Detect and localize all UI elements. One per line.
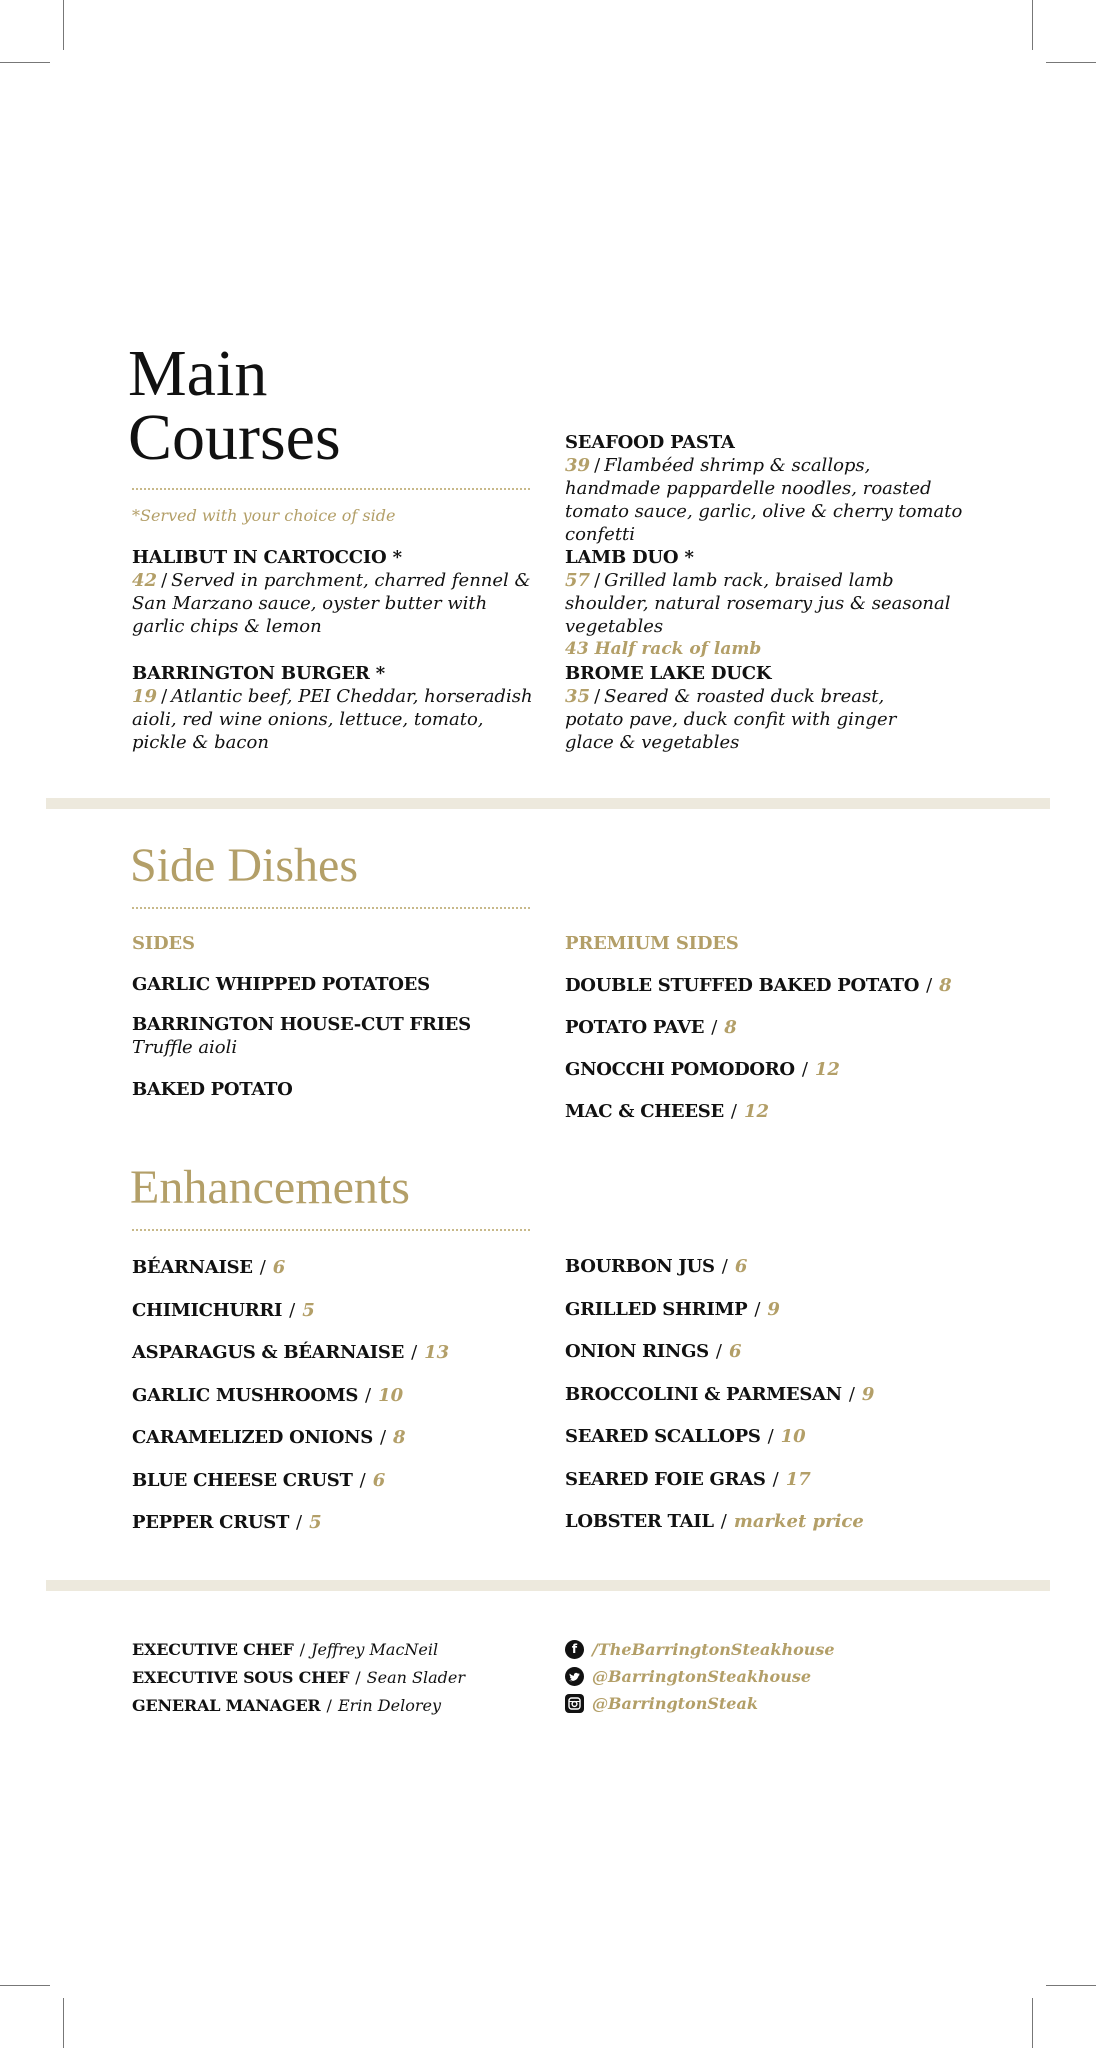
enhancements-title: Enhancements (130, 1161, 410, 1214)
item-name: SEARED FOIE GRAS (565, 1468, 766, 1490)
dish-description-text: Atlantic beef, PEI Cheddar, horseradish aioli, red wine onions, lettuce, tomato, pickle & bacon (132, 686, 533, 753)
item-name: DOUBLE STUFFED BAKED POTATO (565, 975, 920, 996)
item-name: GNOCCHI POMODORO (565, 1059, 795, 1080)
item-price: 5 (309, 1512, 322, 1533)
crop-mark (1046, 62, 1096, 63)
item-name: SEARED SCALLOPS (565, 1426, 761, 1447)
enhancement-item (565, 1255, 747, 1278)
item-name: GARLIC MUSHROOMS (132, 1384, 359, 1406)
dish-description (565, 569, 965, 638)
separator: / (730, 1101, 737, 1122)
item-name: GRILLED SHRIMP (565, 1298, 748, 1320)
enhancement-item (132, 1384, 403, 1407)
dish-name: BARRINGTON BURGER * (132, 663, 385, 684)
separator: / (355, 1668, 361, 1687)
dish-name: HALIBUT IN CARTOCCIO * (132, 547, 402, 568)
crop-mark (1032, 0, 1033, 50)
premium-side-item (565, 1016, 737, 1039)
item-subtitle: Truffle aioli (132, 1037, 238, 1058)
separator: / (772, 1468, 779, 1490)
dish-description (565, 454, 965, 546)
separator: / (720, 1511, 727, 1532)
enhancement-item (565, 1468, 811, 1491)
item-name: ASPARAGUS & BÉARNAISE (132, 1342, 405, 1363)
item-name: CHIMICHURRI (132, 1299, 283, 1321)
dish-description (132, 569, 542, 638)
item-price: 5 (302, 1299, 315, 1321)
dish-description-text: Grilled lamb rack, braised lamb shoulder, natural rosemary jus & seasonal vegetables (565, 570, 951, 637)
item-name: LOBSTER TAIL (565, 1511, 714, 1532)
separator: / (594, 455, 601, 476)
side-item (132, 973, 430, 996)
dish-description-text: Flambéed shrimp & scallops, handmade pappardelle noodles, roasted tomato sauce, garlic, olive & cherry tomato confetti (565, 455, 963, 545)
enhancement-item (132, 1511, 322, 1534)
side-dishes-rule (132, 907, 530, 909)
dish-duck (565, 662, 935, 754)
separator: / (767, 1426, 774, 1447)
social-facebook[interactable] (565, 1636, 835, 1663)
item-price: 6 (272, 1257, 286, 1278)
side-item (132, 1013, 471, 1059)
main-courses-title (128, 337, 341, 474)
enhancement-item (565, 1340, 741, 1363)
main-courses-title-line2: Courses (128, 401, 341, 474)
enhancement-item (132, 1299, 315, 1322)
separator: / (594, 686, 601, 707)
dish-name: LAMB DUO * (565, 547, 694, 568)
staff-role: GENERAL MANAGER (132, 1696, 321, 1715)
item-price: 8 (939, 975, 952, 996)
separator: / (411, 1342, 418, 1363)
separator: / (379, 1427, 387, 1448)
social-links (565, 1636, 835, 1717)
separator: / (161, 570, 168, 591)
item-name: BROCCOLINI & PARMESAN (565, 1383, 842, 1405)
dish-description-text: Seared & roasted duck breast, potato pave, duck confit with ginger glace & vegetables (565, 686, 897, 753)
main-courses-title-line1: Main (128, 337, 268, 410)
item-price: 10 (780, 1426, 806, 1447)
enhancement-item (565, 1383, 874, 1406)
staff-role: EXECUTIVE SOUS CHEF (132, 1668, 350, 1687)
staff-role: EXECUTIVE CHEF (132, 1640, 294, 1659)
crop-mark (63, 1998, 64, 2048)
item-price: 10 (378, 1384, 404, 1406)
premium-sides-label: PREMIUM SIDES (565, 933, 739, 954)
item-name: PEPPER CRUST (132, 1512, 290, 1533)
item-price: 8 (393, 1427, 406, 1448)
item-name: BARRINGTON HOUSE-CUT FRIES (132, 1014, 471, 1035)
dish-price: 35 (565, 686, 591, 707)
separator: / (359, 1469, 366, 1491)
crop-mark (1046, 1985, 1096, 1986)
item-price: 9 (861, 1383, 875, 1405)
main-courses-rule (132, 488, 530, 490)
enhancements-rule (132, 1229, 530, 1231)
section-divider-band (46, 798, 1050, 809)
crop-mark (0, 1985, 50, 1986)
dish-burger (132, 662, 542, 754)
dish-price: 42 (132, 570, 158, 591)
item-price: 12 (814, 1059, 840, 1080)
dish-lamb-duo (565, 546, 965, 661)
dish-description (132, 685, 542, 754)
separator: / (594, 570, 601, 591)
facebook-icon: f (565, 1640, 584, 1659)
item-name: POTATO PAVE (565, 1017, 705, 1038)
item-price: market price (733, 1511, 864, 1532)
instagram-icon (565, 1694, 584, 1713)
item-price: 9 (767, 1298, 780, 1320)
item-price: 17 (785, 1468, 811, 1490)
item-price: 13 (424, 1342, 450, 1363)
enhancement-item (565, 1298, 780, 1321)
dish-name: SEAFOOD PASTA (565, 432, 735, 453)
dish-extra-option: 43 Half rack of lamb (565, 639, 762, 659)
item-price: 6 (728, 1341, 742, 1362)
item-name: CARAMELIZED ONIONS (132, 1427, 373, 1448)
enhancement-item (132, 1341, 449, 1364)
crop-mark (1032, 1998, 1033, 2048)
separator: / (848, 1383, 855, 1405)
section-divider-band (46, 1580, 1050, 1591)
separator: / (296, 1512, 303, 1533)
staff-row (132, 1692, 465, 1720)
separator: / (259, 1257, 266, 1278)
item-price: 6 (372, 1469, 386, 1491)
staff-name: Sean Slader (366, 1668, 465, 1687)
separator: / (754, 1298, 761, 1320)
social-handle[interactable]: @BarringtonSteakhouse (592, 1667, 812, 1686)
premium-side-item (565, 1058, 840, 1081)
separator: / (711, 1017, 718, 1038)
item-price: 12 (743, 1101, 770, 1122)
sides-label: SIDES (132, 933, 195, 954)
side-dishes-title: Side Dishes (130, 839, 358, 892)
staff-name: Erin Delorey (337, 1696, 441, 1715)
item-name: BÉARNAISE (132, 1257, 253, 1278)
social-instagram[interactable] (565, 1690, 835, 1717)
item-name: GARLIC WHIPPED POTATOES (132, 974, 430, 995)
dish-seafood-pasta (565, 431, 965, 546)
served-with-side-note: *Served with your choice of side (132, 506, 396, 525)
separator: / (801, 1059, 808, 1080)
item-name: BOURBON JUS (565, 1256, 715, 1277)
staff-row (132, 1636, 465, 1664)
dish-halibut (132, 546, 542, 638)
item-name: ONION RINGS (565, 1341, 709, 1362)
dish-price: 57 (565, 570, 591, 591)
item-name: BLUE CHEESE CRUST (132, 1469, 353, 1491)
staff-name: Jeffrey MacNeil (311, 1640, 439, 1659)
separator: / (299, 1640, 306, 1659)
separator: / (721, 1256, 728, 1277)
twitter-icon (565, 1667, 584, 1686)
item-price: 6 (734, 1256, 748, 1277)
premium-side-item (565, 1100, 769, 1123)
item-price: 8 (724, 1017, 737, 1038)
enhancement-item (565, 1425, 806, 1448)
staff-row (132, 1664, 465, 1692)
item-name: BAKED POTATO (132, 1079, 293, 1100)
dish-price: 19 (132, 686, 158, 707)
separator: / (926, 975, 933, 996)
social-handle[interactable]: /TheBarringtonSteakhouse (592, 1640, 835, 1659)
separator: / (161, 686, 168, 707)
side-item (132, 1078, 293, 1101)
staff-list (132, 1636, 465, 1720)
item-name: MAC & CHEESE (565, 1101, 724, 1122)
separator: / (365, 1384, 372, 1406)
dish-description (565, 685, 935, 754)
separator: / (326, 1696, 332, 1715)
enhancement-item (132, 1469, 385, 1492)
separator: / (715, 1341, 722, 1362)
separator: / (289, 1299, 296, 1321)
enhancement-item (565, 1510, 864, 1533)
crop-mark (63, 0, 64, 50)
dish-description-text: Served in parchment, charred fennel & San Marzano sauce, oyster butter with garlic chips & lemon (132, 570, 531, 637)
social-twitter[interactable] (565, 1663, 835, 1690)
crop-mark (0, 62, 50, 63)
enhancement-item (132, 1256, 285, 1279)
premium-side-item (565, 974, 952, 997)
dish-name: BROME LAKE DUCK (565, 663, 772, 684)
social-handle[interactable]: @BarringtonSteak (592, 1694, 758, 1713)
enhancement-item (132, 1426, 406, 1449)
dish-price: 39 (565, 455, 591, 476)
